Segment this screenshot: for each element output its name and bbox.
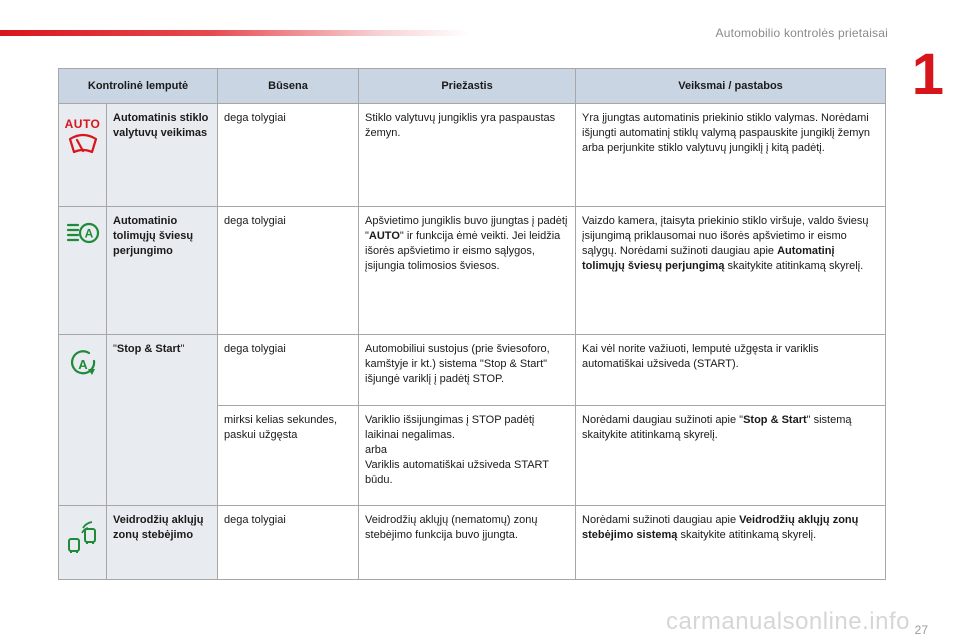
table-row	[59, 207, 886, 335]
warning-lights-table	[58, 68, 886, 580]
table-header-row	[59, 69, 886, 104]
top-accent-bar	[0, 30, 470, 36]
table-row	[59, 335, 886, 406]
auto-wiper-icon: AUTO	[59, 118, 106, 156]
cause-cell: Apšvietimo jungiklis buvo įjungtas į padėtį "AUTO" ir funkcija ėmė veikti. Jei leidžia išorės apšvietimo ir eismo sąlygos, įsijungia tolimosios šviesos.	[359, 207, 576, 335]
svg-text:A: A	[84, 226, 93, 241]
column-header-state: Būsena	[218, 69, 359, 104]
cause-cell: Automobiliui sustojus (prie šviesoforo, kamštyje ir kt.) sistema "Stop & Start" išjungė variklį į padėtį STOP.	[359, 335, 576, 406]
stop-start-icon	[59, 349, 106, 379]
lamp-name: Automatinis stiklo valytuvų veikimas	[107, 104, 218, 207]
state-cell: dega tolygiai	[218, 335, 359, 406]
action-cell: Norėdami sužinoti daugiau apie Veidrodžių aklųjų zonų stebėjimo sistemą skaitykite atitinkamą skyrelį.	[576, 506, 886, 580]
page-number: 27	[914, 623, 928, 637]
lamp-name: "Stop & Start"	[107, 335, 218, 506]
section-title: Automobilio kontrolės prietaisai	[715, 26, 888, 40]
cause-cell: Variklio išsijungimas į STOP padėtį laikinai negalimas. arba Variklis automatiškai užsiveda START būdu.	[359, 406, 576, 506]
state-cell: mirksi kelias sekundes, paskui užgęsta	[218, 406, 359, 506]
state-cell: dega tolygiai	[218, 104, 359, 207]
lamp-name: Automatinio tolimųjų šviesų perjungimo	[107, 207, 218, 335]
blind-spot-icon	[59, 520, 106, 554]
chapter-number: 1	[911, 42, 944, 107]
column-header-cause: Priežastis	[359, 69, 576, 104]
table-row	[59, 506, 886, 580]
lamp-name: Veidrodžių aklųjų zonų stebėjimo	[107, 506, 218, 580]
icon-cell	[59, 104, 107, 207]
icon-cell	[59, 335, 107, 506]
icon-cell	[59, 506, 107, 580]
action-cell: Kai vėl norite važiuoti, lemputė užgęsta ir variklis automatiškai užsiveda (START).	[576, 335, 886, 406]
state-cell: dega tolygiai	[218, 207, 359, 335]
action-cell: Norėdami daugiau sužinoti apie "Stop & Start" sistemą skaitykite atitinkamą skyrelį.	[576, 406, 886, 506]
svg-text:A: A	[77, 357, 88, 372]
column-header-lamp: Kontrolinė lemputė	[59, 69, 218, 104]
cause-cell: Stiklo valytuvų jungiklis yra paspaustas žemyn.	[359, 104, 576, 207]
watermark: carmanualsonline.info	[666, 608, 910, 635]
auto-headlamp-icon	[59, 221, 106, 245]
table-row	[59, 104, 886, 207]
column-header-action: Veiksmai / pastabos	[576, 69, 886, 104]
cause-cell: Veidrodžių aklųjų (nematomų) zonų stebėjimo funkcija buvo įjungta.	[359, 506, 576, 580]
action-cell: Yra įjungtas automatinis priekinio stiklo valymas. Norėdami išjungti automatinį stiklų valymą paspauskite jungiklį žemyn arba perjunkite stiklo valytuvų jungiklį į kitą padėtį.	[576, 104, 886, 207]
action-cell: Vaizdo kamera, įtaisyta priekinio stiklo viršuje, valdo šviesų įsijungimą priklausomai nuo išorės apšvietimo ir eismo sąlygų. Norėdami sužinoti daugiau apie Automatinį tolimųjų šviesų perjungimą skaitykite atitinkamą skyrelį.	[576, 207, 886, 335]
state-cell: dega tolygiai	[218, 506, 359, 580]
icon-cell	[59, 207, 107, 335]
